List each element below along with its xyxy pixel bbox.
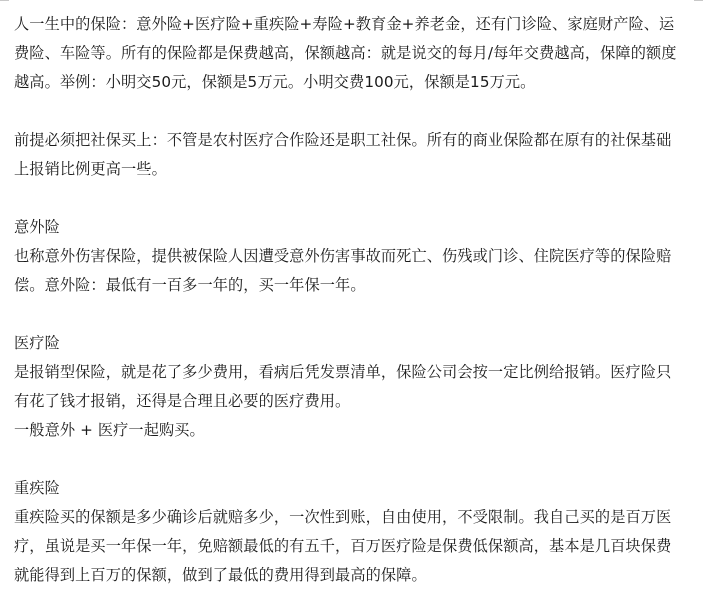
paragraph-spacer-1 bbox=[14, 97, 686, 126]
medical-insurance-note: 一般意外 + 医疗一起购买。 bbox=[14, 421, 205, 439]
critical-illness-heading: 重疾险 bbox=[14, 479, 60, 497]
paragraph-spacer-4 bbox=[14, 445, 686, 474]
medical-insurance-section bbox=[14, 329, 686, 445]
intro-paragraph: 人一生中的保险：意外险+医疗险+重疾险+寿险+教育金+养老金，还有门诊险、家庭财产险、运费险、车险等。所有的保险都是保费越高，保额越高：就是说交的每月/每年交费越高，保障的额度越高。举例：小明交50元，保额是5万元。小明交费100元，保额是15万元。 bbox=[14, 15, 677, 91]
critical-illness-paragraph: 重疾险买的保额是多少确诊后就赔多少，一次性到账，自由使用，不受限制。我自己买的是百万医疗，虽说是买一年保一年，免赔额最低的有五千，百万医疗险是保费低保额高，基本是几百块保费就能得到上百万的保额，做到了最低的费用得到最高的保障。 bbox=[14, 508, 672, 584]
critical-illness-section bbox=[14, 474, 686, 590]
accident-insurance-section bbox=[14, 213, 686, 300]
top-right-rule bbox=[694, 0, 703, 1]
accident-insurance-paragraph: 也称意外伤害保险，提供被保险人因遭受意外伤害事故而死亡、伤残或门诊、住院医疗等的保险赔偿。意外险：最低有一百多一年的，买一年保一年。 bbox=[14, 247, 672, 294]
social-insurance-paragraph: 前提必须把社保买上：不管是农村医疗合作险还是职工社保。所有的商业保险都在原有的社保基础上报销比例更高一些。 bbox=[14, 131, 672, 178]
paragraph-spacer-3 bbox=[14, 300, 686, 329]
document-text-body bbox=[14, 10, 686, 590]
top-left-rule bbox=[0, 0, 9, 1]
accident-insurance-heading: 意外险 bbox=[14, 218, 60, 236]
medical-insurance-heading: 医疗险 bbox=[14, 334, 60, 352]
paragraph-spacer-2 bbox=[14, 184, 686, 213]
medical-insurance-paragraph: 是报销型保险，就是花了多少费用，看病后凭发票清单，保险公司会按一定比例给报销。医疗险只有花了钱才报销，还得是合理且必要的医疗费用。 bbox=[14, 363, 672, 410]
